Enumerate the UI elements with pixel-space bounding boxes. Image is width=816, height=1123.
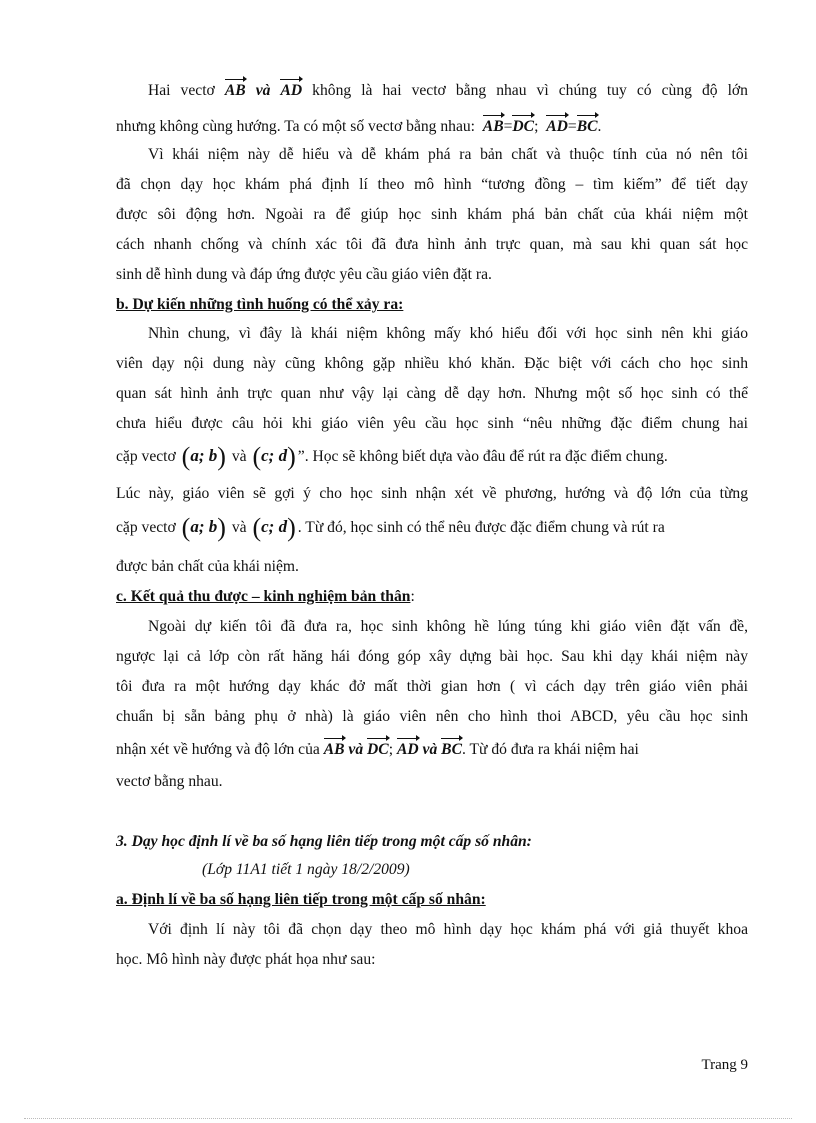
paragraph-line: vectơ bằng nhau. bbox=[116, 773, 223, 790]
vector-bc: BC bbox=[441, 737, 462, 761]
vector-pair-ab: (a; b) bbox=[181, 442, 226, 471]
paragraph-line bbox=[116, 442, 748, 471]
colon: : bbox=[410, 588, 415, 605]
separator: ; bbox=[534, 118, 539, 135]
equals-sign: = bbox=[567, 118, 577, 135]
text: và bbox=[422, 741, 438, 758]
vector-dc: DC bbox=[367, 737, 389, 761]
section-heading-3: 3. Dạy học định lí về ba số hạng liên tiếp trong một cấp số nhân: bbox=[116, 833, 532, 850]
period: . bbox=[597, 118, 602, 135]
paragraph-line: Nhìn chung, vì đây là khái niệm không mấy khó hiểu đối với học sinh nên khi giáo bbox=[148, 325, 748, 342]
paragraph-line: được sôi động hơn. Ngoài ra để giúp học sinh khám phá bản chất của khái niệm một bbox=[116, 206, 748, 223]
equals-sign: = bbox=[503, 118, 513, 135]
paragraph-line: tôi đưa ra một hướng dạy khác đở mất thời gian hơn ( vì cách dạy trên giáo viên phải bbox=[116, 678, 748, 695]
text: cặp vectơ bbox=[116, 448, 176, 465]
vector-bc: BC bbox=[577, 114, 598, 138]
paragraph-line: Vì khái niệm này dễ hiểu và dễ khám phá ra bản chất và thuộc tính của nó nên tôi bbox=[148, 146, 748, 163]
text: ”. Học sẽ không biết dựa vào đâu để rút ra đặc điểm chung. bbox=[297, 448, 668, 465]
page-bottom-border bbox=[24, 1118, 792, 1119]
paragraph-line: được bản chất của khái niệm. bbox=[116, 558, 299, 575]
section-heading-a: a. Định lí về ba số hạng liên tiếp trong một cấp số nhân: bbox=[116, 891, 486, 908]
text: không là hai vectơ bằng nhau vì chúng tuy có cùng độ lớn bbox=[312, 82, 748, 99]
text: . Từ đó đưa ra khái niệm hai bbox=[461, 741, 639, 758]
paragraph-line: cách nhanh chống và chính xác tôi đã đưa hình ảnh trực quan, mà sau khi quan sát học bbox=[116, 236, 748, 253]
paragraph-line: đã chọn dạy học khám phá định lí theo mô hình “tương đồng – tìm kiếm” để tiết dạy bbox=[116, 176, 748, 193]
class-info: (Lớp 11A1 tiết 1 ngày 18/2/2009) bbox=[202, 861, 410, 878]
vector-ab: AB bbox=[483, 114, 504, 138]
paragraph-line bbox=[116, 513, 748, 542]
text: và bbox=[255, 82, 271, 99]
heading-text: c. Kết quả thu được – kinh nghiệm bản thân bbox=[116, 588, 411, 605]
paragraph-line: viên dạy nội dung này cũng không gặp nhiều khó khăn. Đặc biệt với cách cho học sinh bbox=[116, 355, 748, 372]
separator: ; bbox=[388, 741, 394, 758]
vector-ad: AD bbox=[280, 78, 302, 102]
text: và bbox=[348, 741, 364, 758]
text: nhận xét về hướng và độ lớn của bbox=[116, 741, 320, 758]
paragraph-line: quan sát hình ảnh trực quan như vậy lại càng dễ dạy hơn. Nhưng một số học sinh có thể bbox=[116, 385, 748, 402]
vector-dc: DC bbox=[512, 114, 534, 138]
paragraph-line bbox=[116, 737, 748, 761]
text: Hai vectơ bbox=[148, 82, 215, 99]
text: và bbox=[231, 448, 247, 465]
paragraph-line: Ngoài dự kiến tôi đã đưa ra, học sinh không hề lúng túng khi giáo viên đặt vấn đề, bbox=[148, 618, 748, 635]
vector-pair-cd: (c; d) bbox=[252, 513, 296, 542]
text: . Từ đó, học sinh có thể nêu được đặc điểm chung và rút ra bbox=[297, 519, 665, 536]
vector-ad: AD bbox=[397, 737, 419, 761]
paragraph-line bbox=[148, 78, 748, 102]
paragraph-line: Với định lí này tôi đã chọn dạy theo mô hình dạy học khám phá với giả thuyết khoa bbox=[148, 921, 748, 938]
paragraph-line: học. Mô hình này được phát họa như sau: bbox=[116, 951, 376, 968]
paragraph-line: chuẩn bị sẵn bảng phụ ở nhà) là giáo viên nên cho hình thoi ABCD, yêu cầu học sinh bbox=[116, 708, 748, 725]
page-number: Trang 9 bbox=[701, 1057, 748, 1073]
text: nhưng không cùng hướng. Ta có một số vectơ bằng nhau: bbox=[116, 118, 475, 135]
paragraph-line: sinh dễ hình dung và đáp ứng được yêu cầu giáo viên đặt ra. bbox=[116, 266, 492, 283]
vector-ab: AB bbox=[324, 737, 345, 761]
vector-ad: AD bbox=[546, 114, 568, 138]
paragraph-line: Lúc này, giáo viên sẽ gợi ý cho học sinh nhận xét về phương, hướng và độ lớn của từng bbox=[116, 485, 748, 502]
vector-ab: AB bbox=[225, 78, 246, 102]
vector-pair-cd: (c; d) bbox=[252, 442, 296, 471]
text: cặp vectơ bbox=[116, 519, 176, 536]
vector-pair-ab: (a; b) bbox=[181, 513, 226, 542]
paragraph-line: chưa hiểu được câu hỏi khi giáo viên yêu cầu học sinh “nêu những đặc điểm chung hai bbox=[116, 415, 748, 432]
section-heading-c bbox=[116, 586, 748, 608]
paragraph-line: ngược lại cả lớp còn rất hăng hái đóng góp xây dựng bài học. Sau khi dạy khái niệm này bbox=[116, 648, 748, 665]
section-heading-b: b. Dự kiến những tình huống có thể xảy ra: bbox=[116, 296, 404, 313]
text: và bbox=[231, 519, 247, 536]
paragraph-line bbox=[116, 114, 748, 138]
